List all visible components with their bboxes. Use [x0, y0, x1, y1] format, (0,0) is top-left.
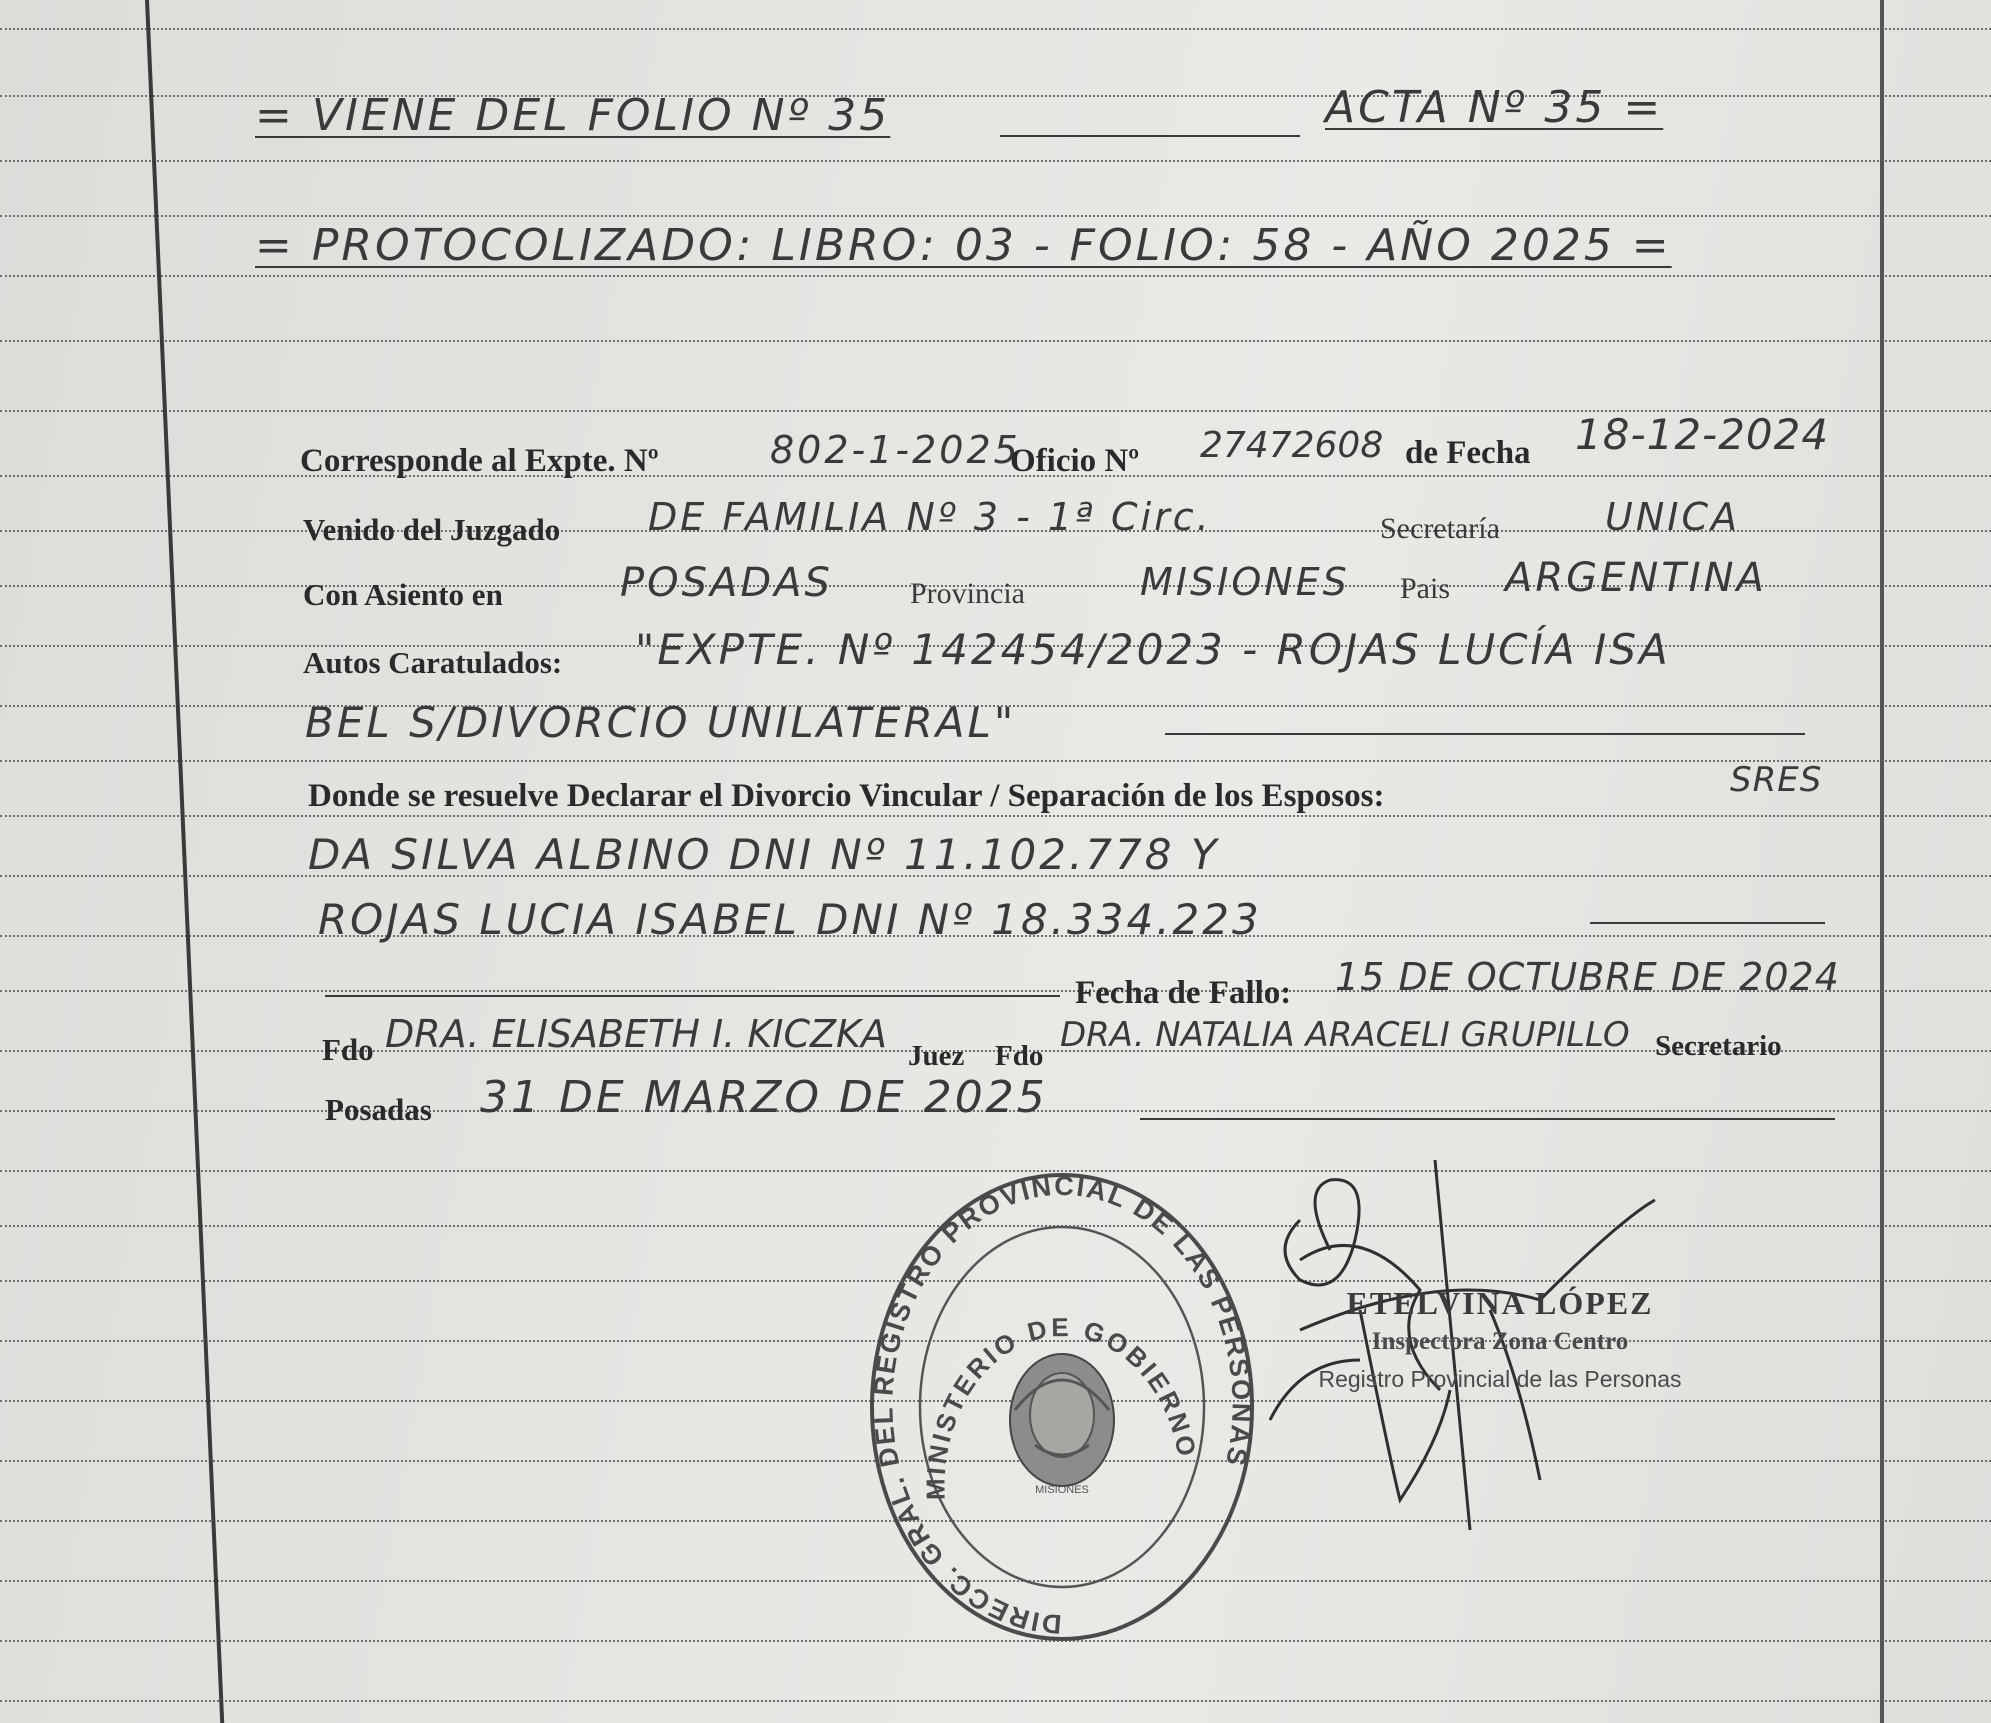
- fallo-rule: [325, 995, 1060, 997]
- provincia-value: MISIONES: [1140, 560, 1350, 604]
- signature-block: [1280, 1285, 1720, 1393]
- header-rule-1: [1000, 135, 1300, 137]
- juez-label: Juez: [908, 1040, 965, 1072]
- fdo-label: Fdo: [322, 1032, 374, 1067]
- lugar-rule: [1140, 1118, 1835, 1120]
- esposo-rule: [1590, 922, 1825, 924]
- expte-value: 802-1-2025: [770, 428, 1021, 472]
- fallo-label: Fecha de Fallo:: [1075, 975, 1292, 1011]
- juez-value: DRA. ELISABETH I. KICZKA: [385, 1012, 887, 1056]
- fallo-value: 15 DE OCTUBRE DE 2024: [1335, 955, 1840, 999]
- autos-value-1: "EXPTE. Nº 142454/2023 - ROJAS LUCÍA ISA: [635, 625, 1671, 674]
- secretario-label: Secretario: [1655, 1030, 1782, 1062]
- fecha-value: 18-12-2024: [1575, 410, 1830, 459]
- asiento-label: Con Asiento en: [303, 577, 503, 612]
- fdo2-label: Fdo: [995, 1040, 1044, 1072]
- acta-number: ACTA Nº 35 =: [1325, 82, 1664, 133]
- oficio-value: 27472608: [1200, 425, 1384, 466]
- coat-of-arms-icon: [1010, 1354, 1114, 1486]
- seal-outer-text: DIRECC. GRAL. DEL REGISTRO PROVINCIAL DE LAS PERSONAS: [868, 1170, 1257, 1640]
- secretaria-label: Secretaría: [1380, 512, 1500, 545]
- official-seal: [865, 1170, 1260, 1645]
- esposo-2: ROJAS LUCIA ISABEL DNI Nº 18.334.223: [318, 895, 1262, 944]
- juzgado-label: Venido del Juzgado: [303, 512, 561, 547]
- left-margin-line: [145, 0, 224, 1723]
- expte-label: Corresponde al Expte. Nº: [300, 443, 659, 479]
- secretaria-value: UNICA: [1605, 495, 1740, 539]
- right-margin-line: [1880, 0, 1884, 1723]
- viene-del-folio: = VIENE DEL FOLIO Nº 35: [255, 90, 891, 141]
- autos-value-2: BEL S/DIVORCIO UNILATERAL": [305, 698, 1017, 747]
- oficio-label: Oficio Nº: [1010, 443, 1140, 479]
- autos-label: Autos Caratulados:: [303, 645, 563, 680]
- provincia-label: Provincia: [910, 577, 1025, 610]
- pais-label: Pais: [1400, 572, 1451, 605]
- signer-name: ETELVINA LÓPEZ: [1346, 1285, 1654, 1321]
- fecha-label: de Fecha: [1405, 435, 1531, 471]
- secretario-value: DRA. NATALIA ARACELI GRUPILLO: [1060, 1015, 1630, 1055]
- resuelve-value: SRES: [1730, 760, 1823, 800]
- seal-inner-text: MINISTERIO DE GOBIERNO: [920, 1312, 1203, 1501]
- juzgado-value: DE FAMILIA Nº 3 - 1ª Circ.: [648, 495, 1212, 539]
- lugar-value: 31 DE MARZO DE 2025: [480, 1072, 1048, 1123]
- signer-role: Inspectora Zona Centro: [1371, 1328, 1629, 1355]
- lugar-label: Posadas: [325, 1092, 432, 1127]
- seal-center-text: MISIONES: [1035, 1484, 1089, 1496]
- protocolizado: = PROTOCOLIZADO: LIBRO: 03 - FOLIO: 58 - AÑO 2025 =: [255, 220, 1672, 271]
- asiento-value: POSADAS: [620, 560, 833, 606]
- signer-organization: Registro Provincial de las Personas: [1318, 1366, 1682, 1392]
- esposo-1: DA SILVA ALBINO DNI Nº 11.102.778 Y: [308, 830, 1220, 879]
- resuelve-label: Donde se resuelve Declarar el Divorcio Vincular / Separación de los Esposos:: [308, 778, 1385, 814]
- autos-rule: [1165, 733, 1805, 735]
- pais-value: ARGENTINA: [1505, 555, 1767, 601]
